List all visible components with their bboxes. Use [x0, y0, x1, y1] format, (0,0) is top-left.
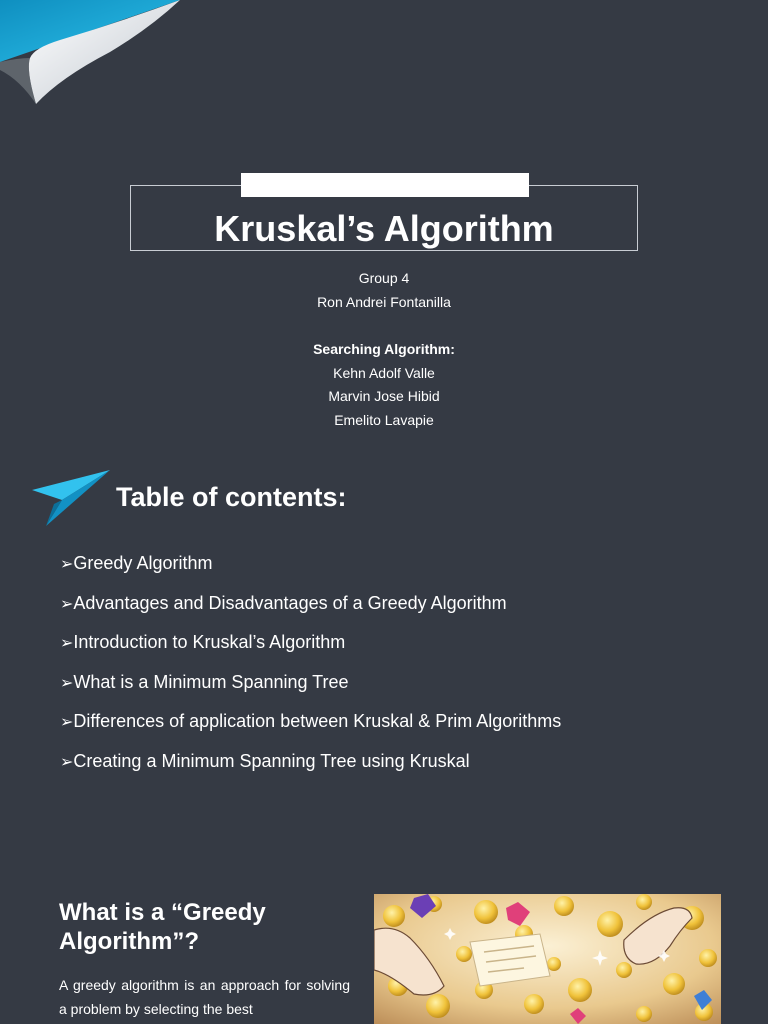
page-curl-icon [0, 0, 190, 110]
toc-item: ➢Advantages and Disadvantages of a Greedy Algorithm [60, 592, 507, 613]
paper-plane-icon [32, 470, 112, 528]
greedy-body-text: A greedy algorithm is an approach for solving a problem by selecting the best [59, 977, 350, 1017]
toc-item: ➢Greedy Algorithm [60, 553, 213, 573]
arrow-bullet-icon: ➢ [60, 714, 74, 732]
toc-item: ➢Differences of application between Kruskal & Prim Algorithms [60, 711, 562, 732]
arrow-bullet-icon: ➢ [60, 674, 74, 692]
member-name: Kehn Adolf Valle [333, 364, 435, 381]
toc-heading: Table of contents: [116, 482, 347, 512]
credits-block [0, 267, 768, 432]
toc-item: ➢What is a Minimum Spanning Tree [60, 671, 349, 692]
member-name: Emelito Lavapie [334, 411, 434, 428]
arrow-bullet-icon: ➢ [60, 753, 74, 771]
toc-list [60, 548, 561, 786]
arrow-bullet-icon: ➢ [60, 595, 74, 613]
arrow-bullet-icon: ➢ [60, 635, 74, 653]
arrow-bullet-icon: ➢ [60, 556, 74, 573]
spacer [0, 314, 768, 338]
presenter-name: Ron Andrei Fontanilla [317, 293, 451, 310]
group-label: Group 4 [358, 270, 410, 286]
toc-item: ➢Creating a Minimum Spanning Tree using Kruskal [60, 750, 470, 771]
greedy-heading: What is a “Greedy Algorithm”? [59, 899, 266, 955]
presentation-title: Kruskal’s Algorithm [214, 208, 554, 249]
title-accent-bar [241, 173, 529, 197]
section-label: Searching Algorithm: [313, 341, 455, 357]
toc-item: ➢Introduction to Kruskal’s Algorithm [60, 632, 346, 653]
greedy-illustration-image [374, 894, 721, 1024]
member-name: Marvin Jose Hibid [328, 388, 440, 404]
